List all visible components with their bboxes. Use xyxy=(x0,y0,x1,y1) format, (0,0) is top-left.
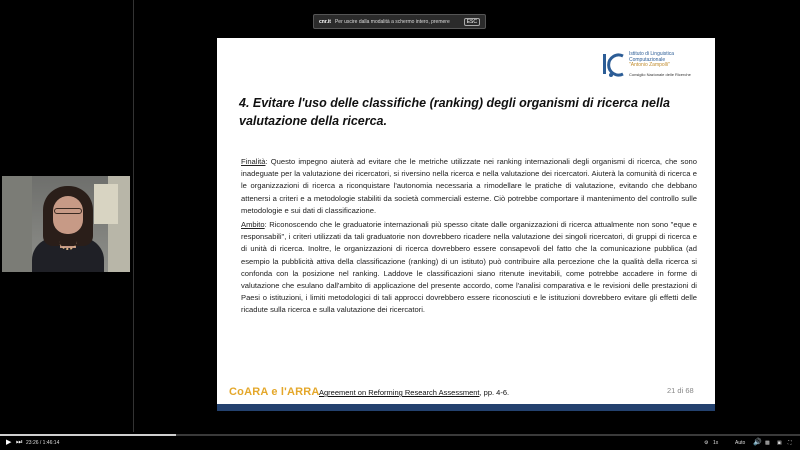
logo-cnr: Consiglio Nazionale delle Ricerche xyxy=(629,71,691,77)
time-display: 23:26 / 1:46:14 xyxy=(26,440,60,446)
slide-body xyxy=(241,156,697,319)
slide-title: 4. Evitare l'uso delle classifiche (ranking) degli organismi di ricerca nella valutazione della ricerca. xyxy=(239,96,670,128)
pip-icon[interactable]: ▣ xyxy=(777,440,782,446)
progress-track[interactable] xyxy=(0,434,800,436)
footer-brand: CoARA e l'ARRA xyxy=(229,386,320,398)
paragraph-label: Ambito xyxy=(241,220,265,230)
footer-reference xyxy=(319,388,509,397)
participant-strip xyxy=(0,0,134,432)
page-number: 21 di 68 xyxy=(667,386,694,395)
volume-icon[interactable]: 🔊 xyxy=(753,439,762,446)
notice-message: Per uscire dalla modalità a schermo intero, premere xyxy=(334,18,450,25)
logo-line3: "Antonio Zampolli" xyxy=(629,62,670,69)
slide-footer-bar xyxy=(217,404,715,411)
player-controls xyxy=(0,434,800,450)
paragraph-ambito xyxy=(241,219,697,317)
notice-host: cnr.it xyxy=(319,18,331,25)
fullscreen-notice xyxy=(313,14,486,29)
logo-line1: Istituto di Linguistica xyxy=(629,51,675,57)
paragraph-text: : Questo impegno aiuterà ad evitare che le metriche utilizzate nei ranking internazionali degli organismi di ricerca, che sono inadeguate per la valutazione dei ricercatori, si riversino nella ricerca e nella valutazione dei ricercatori. Aiuterà la comunità di ricerca e le organizzazioni di ricerca a riconquistare l'autonomia necessaria a rimodellare le pratiche di valutazione, evitando che debbano attenersi a criteri e a metodologie stabiliti da società commerciali esterne. Ciò potrebbe comportare il mantenimento del controllo sulle metodologie e sui dati di classificazione. xyxy=(241,157,697,215)
footer-reference-link[interactable]: Agreement on Reforming Research Assessment xyxy=(319,388,480,397)
quality-label[interactable]: Auto xyxy=(735,440,746,446)
paragraph-label: Finalità xyxy=(241,157,266,166)
fullscreen-icon[interactable]: ⛶ xyxy=(788,440,792,446)
speed-label[interactable]: 1x xyxy=(713,440,719,446)
caption-icon[interactable]: ▩ xyxy=(765,440,770,446)
progress-fill xyxy=(0,434,176,436)
paragraph-finalita xyxy=(241,156,697,217)
logo-line2: Computazionale xyxy=(629,56,666,63)
settings-icon[interactable]: ⚙ xyxy=(704,440,709,446)
footer-reference-pages: , pp. 4-6. xyxy=(479,388,510,397)
ilc-logo-icon xyxy=(601,52,625,78)
ilc-logo xyxy=(601,52,705,86)
webcam-video[interactable] xyxy=(2,176,130,272)
presentation-slide xyxy=(217,38,715,411)
esc-key-badge: ESC xyxy=(464,18,480,26)
paragraph-text: : Riconoscendo che le graduatorie internazionali più spesso citate dalle organizzazioni di ricerca attualmente non sono "eque e responsabili", i criteri utilizzati da tali graduatorie non dovrebbero ricadere nella valutazione dei singoli ricercatori, di gruppi di ricerca e di unità di ricerca. Inoltre, le organizzazioni di ricerca dovrebbero essere consapevoli del fatto che la comunicazione pubblica (ad esempio la pubblicità attiva della classificazione (ranking) di un istituto) può contribuire alla percezione che la qualità della ricerca si confonda con la posizione nel ranking. Laddove le classificazioni siano ritenute inevitabili, come potrebbe accadere in forme di valutazione che esulano dall'ambito di applicazione del presente accordo, come l'analisi comparativa e le revisioni delle prestazioni di Paesi o istituzioni, i limiti metodologici di tali approcci dovrebbero essere riconosciuti e le istituzioni dovrebbero evitare gli effetti delle ricadute sulla ricerca e sulla valutazione dei ricercatori. xyxy=(241,220,697,315)
play-icon[interactable]: ▶ xyxy=(6,439,12,446)
next-icon[interactable]: ⏭ xyxy=(16,439,23,446)
